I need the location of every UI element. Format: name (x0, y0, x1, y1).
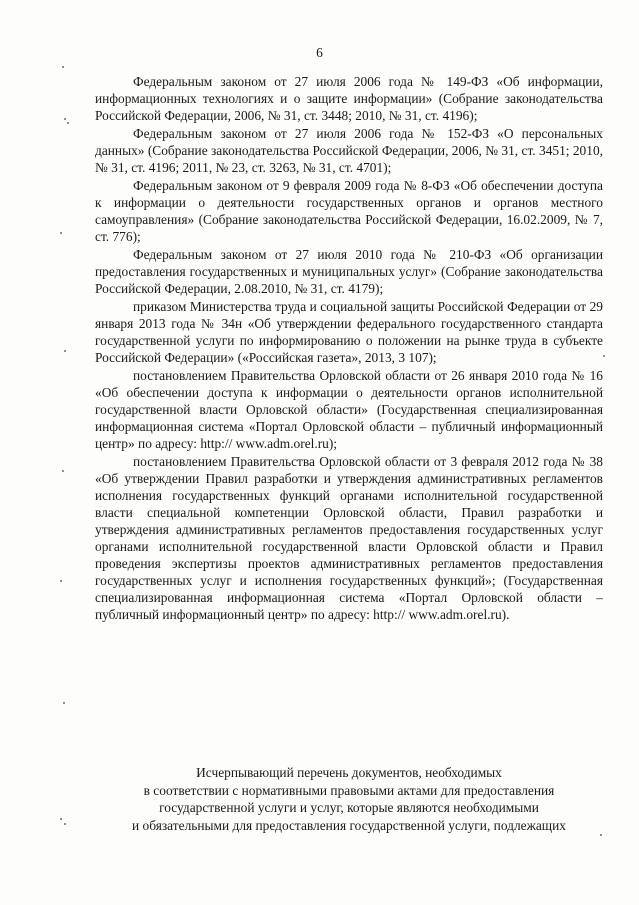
list-item: Федеральным законом от 9 февраля 2009 года № 8-ФЗ «Об обеспечении доступа к информации о деятельности государственных органов и органов местного самоуправления» (Собрание законодательства Российской Федерации, 16.02.2009, № 7, ст. 776); (95, 177, 603, 245)
scan-speck (64, 350, 66, 352)
section-heading (95, 764, 603, 834)
list-item: постановлением Правительства Орловской области от 3 февраля 2012 года № 38 «Об утверждении Правил разработки и утверждения административных регламентов исполнения государственных функций органами исполнительной государственной власти специальной компетенции Орловской области, Правил разработки и утверждения административных регламентов предоставления государственных услуг органами исполнительной государственной власти Орловской области и Правил проведения экспертизы проектов административных регламентов предоставления государственных услуг и исполнения государственных функций»; (Государственная специализированная информационная система «Портал Орловской области – публичный информационный центр» по адресу: http:// www.adm.orel.ru). (95, 453, 603, 623)
scan-speck (60, 580, 62, 582)
scan-speck (63, 702, 65, 704)
heading-line: и обязательными для предоставления государственной услуги, подлежащих (132, 817, 566, 833)
heading-line: Исчерпывающий перечень документов, необходимых (196, 765, 502, 780)
scan-speck (600, 834, 602, 836)
scan-speck (62, 470, 64, 472)
list-item: Федеральным законом от 27 июля 2006 года № 152-ФЗ «О персональных данных» (Собрание законодательства Российской Федерации, 2006, № 31, ст. 3451; 2010, № 31, ст. 4196; 2011, № 23, ст. 3263, № 31, ст. 4701); (95, 125, 603, 176)
list-item: Федеральным законом от 27 июля 2006 года № 149-ФЗ «Об информации, информационных технологиях и о защите информации» (Собрание законодательства Российской Федерации, 2006, № 31, ст. 3448; 2010, № 31, ст. 4196); (95, 74, 603, 124)
heading-line: государственной услуги и услуг, которые являются необходимыми (159, 800, 539, 816)
list-item: приказом Министерства труда и социальной защиты Российской Федерации от 29 января 2013 года № 34н «Об утверждении федерального государственного стандарта государственной услуги по информированию о положении на рынке труда в субъекте Российской Федерации» («Российская газета», 2013, 3 107); (95, 298, 603, 365)
scan-speck (67, 122, 69, 124)
scan-speck (64, 118, 66, 120)
scan-speck (62, 66, 64, 68)
legal-basis-list (95, 73, 603, 624)
list-item: Федеральным законом от 27 июля 2010 года № 210-ФЗ «Об организации предоставления государственных и муниципальных услуг» (Собрание законодательства Российской Федерации, 2.08.2010, № 31, ст. 4179); (95, 246, 603, 296)
scan-speck (64, 823, 66, 825)
scan-speck (603, 355, 605, 357)
list-item: постановлением Правительства Орловской области от 26 января 2010 года № 16 «Об обеспечении доступа к информации о деятельности органов исполнительной государственной власти Орловской области» (Государственная специализированная информационная система «Портал Орловской области – публичный информационный центр» по адресу: http:// www.adm.orel.ru); (95, 367, 603, 451)
heading-line: в соответствии с нормативными правовыми актами для предоставления (143, 782, 555, 798)
scan-speck (60, 232, 62, 234)
page-number: 6 (316, 45, 323, 60)
scan-speck (60, 818, 62, 820)
